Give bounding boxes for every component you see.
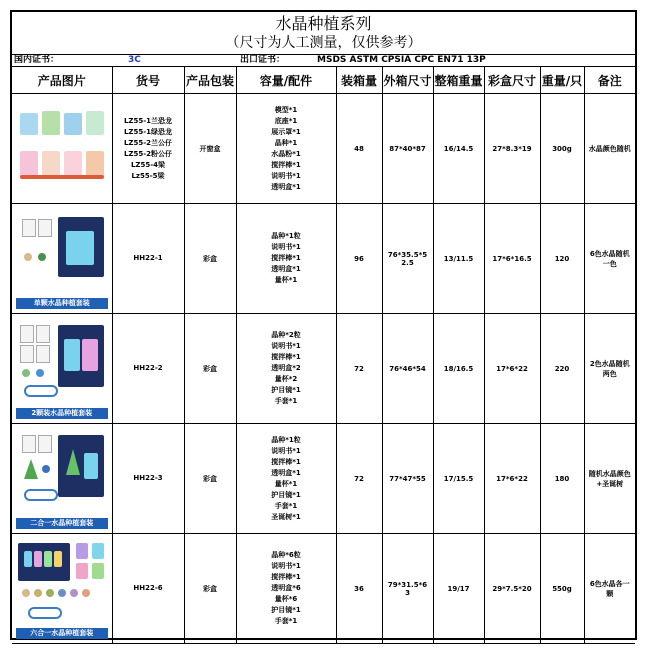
content-item: 底座*1 xyxy=(274,116,298,125)
content-item: 搅拌棒*1 xyxy=(271,254,301,262)
contents-cell xyxy=(236,94,336,204)
content-item: 展示罩*1 xyxy=(271,127,301,136)
packaging-cell: 开窗盒 xyxy=(184,94,236,204)
gross-weight-cell: 17/15.5 xyxy=(433,424,484,534)
contents-cell xyxy=(236,314,336,424)
content-item: 护目镜*1 xyxy=(271,606,301,614)
content-item: 搅拌棒*1 xyxy=(271,353,301,361)
content-item: 手套*1 xyxy=(274,617,298,625)
product-image xyxy=(14,209,110,309)
table-row xyxy=(12,534,635,644)
gross-weight-cell: 16/14.5 xyxy=(433,94,484,204)
unit-weight-cell: 120 xyxy=(540,204,584,314)
product-image-cell xyxy=(12,424,112,534)
content-item: 说明书*1 xyxy=(271,243,301,251)
unit-weight-cell: 550g xyxy=(540,534,584,644)
col-header: 彩盒尺寸 xyxy=(484,67,540,94)
domestic-cert-value: 3C xyxy=(128,55,141,65)
item-no: Lz55-5梁 xyxy=(131,171,165,180)
col-header: 产品包装 xyxy=(184,67,236,94)
packaging-cell: 彩盒 xyxy=(184,204,236,314)
gross-weight-cell: 18/16.5 xyxy=(433,314,484,424)
product-image xyxy=(14,539,110,639)
product-image xyxy=(14,99,110,199)
item-no: HH22-2 xyxy=(133,364,163,372)
qty-cell: 72 xyxy=(336,424,382,534)
unit-weight-cell: 300g xyxy=(540,94,584,204)
remark-cell: 2色水晶随机两色 xyxy=(584,314,635,424)
content-item: 透明盒*1 xyxy=(271,265,301,273)
table-header-row xyxy=(12,67,635,94)
product-image-cell xyxy=(12,314,112,424)
item-no-cell xyxy=(112,534,184,644)
content-item: 手套*1 xyxy=(274,501,298,510)
content-item: 搅拌棒*1 xyxy=(271,457,301,466)
image-caption: 二合一水晶种植套装 xyxy=(16,518,108,529)
content-item: 水晶粉*1 xyxy=(271,149,301,158)
box-size-cell: 27*8.3*19 xyxy=(484,94,540,204)
content-item: 说明书*1 xyxy=(271,562,301,570)
image-caption: 单颗水晶种植套装 xyxy=(16,298,108,309)
content-item: 晶种*1粒 xyxy=(271,232,301,240)
qty-cell: 36 xyxy=(336,534,382,644)
remark-cell: 6色水晶各一颗 xyxy=(584,534,635,644)
col-header: 外箱尺寸 xyxy=(382,67,433,94)
content-item: 透明盒*2 xyxy=(271,364,301,372)
item-no-cell xyxy=(112,314,184,424)
content-item: 量杯*1 xyxy=(274,276,298,284)
image-caption: 六合一水晶种植套装 xyxy=(16,628,108,639)
product-image-cell xyxy=(12,204,112,314)
content-item: 晶种*1 xyxy=(274,138,298,147)
box-size-cell: 17*6*22 xyxy=(484,314,540,424)
product-image xyxy=(14,319,110,419)
item-no: LZ55-2粉公仔 xyxy=(123,149,173,158)
qty-cell: 96 xyxy=(336,204,382,314)
box-size-cell: 17*6*22 xyxy=(484,424,540,534)
content-item: 护目镜*1 xyxy=(271,386,301,394)
carton-size-cell: 79*31.5*63 xyxy=(382,534,433,644)
content-item: 圣诞树*1 xyxy=(271,512,301,521)
carton-size-cell: 76*35.5*52.5 xyxy=(382,204,433,314)
contents-cell xyxy=(236,424,336,534)
sheet-title-block xyxy=(12,12,635,55)
unit-weight-cell: 220 xyxy=(540,314,584,424)
gross-weight-cell: 19/17 xyxy=(433,534,484,644)
col-header: 整箱重量 xyxy=(433,67,484,94)
product-table xyxy=(12,67,635,644)
item-no: LZ55-4梁 xyxy=(130,160,166,169)
contents-cell xyxy=(236,204,336,314)
item-no: LZ55-1兰恐龙 xyxy=(123,116,173,125)
col-header: 货号 xyxy=(112,67,184,94)
cert-row xyxy=(12,54,635,67)
item-no: LZ55-2兰公仔 xyxy=(123,138,173,147)
item-no: HH22-3 xyxy=(133,474,163,482)
sheet-subtitle: （尺寸为人工测量，仅供参考） xyxy=(225,35,422,51)
content-item: 透明盒*1 xyxy=(271,468,301,477)
product-image-cell xyxy=(12,94,112,204)
content-item: 透明盒*6 xyxy=(271,584,301,592)
unit-weight-cell: 180 xyxy=(540,424,584,534)
content-item: 晶种*2粒 xyxy=(271,331,301,339)
col-header: 备注 xyxy=(584,67,635,94)
export-cert-values: MSDS ASTM CPSIA CPC EN71 13P xyxy=(317,55,486,65)
table-row xyxy=(12,424,635,534)
remark-cell: 水晶颜色随机 xyxy=(584,94,635,204)
export-cert-label: 出口证书： xyxy=(240,55,286,65)
packaging-cell: 彩盒 xyxy=(184,424,236,534)
content-item: 模型*1 xyxy=(274,105,298,114)
product-image xyxy=(14,429,110,529)
box-size-cell: 17*6*16.5 xyxy=(484,204,540,314)
carton-size-cell: 77*47*55 xyxy=(382,424,433,534)
col-header: 装箱量 xyxy=(336,67,382,94)
box-size-cell: 29*7.5*20 xyxy=(484,534,540,644)
col-header: 容量/配件 xyxy=(236,67,336,94)
item-no: LZ55-1绿恐龙 xyxy=(123,127,173,136)
content-item: 量杯*2 xyxy=(274,375,298,383)
packaging-cell: 彩盒 xyxy=(184,314,236,424)
item-no: HH22-6 xyxy=(133,584,163,592)
content-item: 透明盒*1 xyxy=(271,182,301,191)
qty-cell: 72 xyxy=(336,314,382,424)
content-item: 搅拌棒*1 xyxy=(271,573,301,581)
table-row xyxy=(12,204,635,314)
packaging-cell: 彩盒 xyxy=(184,534,236,644)
product-sheet xyxy=(10,10,637,640)
remark-cell: 6色水晶随机一色 xyxy=(584,204,635,314)
gross-weight-cell: 13/11.5 xyxy=(433,204,484,314)
content-item: 晶种*6粒 xyxy=(271,551,301,559)
content-item: 说明书*1 xyxy=(271,342,301,350)
col-header: 产品图片 xyxy=(12,67,112,94)
content-item: 搅拌棒*1 xyxy=(271,160,301,169)
qty-cell: 48 xyxy=(336,94,382,204)
table-row xyxy=(12,94,635,204)
remark-cell: 随机水晶颜色+圣诞树 xyxy=(584,424,635,534)
col-header: 重量/只 xyxy=(540,67,584,94)
item-no-cell xyxy=(112,424,184,534)
item-no-cell xyxy=(112,94,184,204)
content-item: 说明书*1 xyxy=(271,446,301,455)
item-no: HH22-1 xyxy=(133,254,163,262)
content-item: 护目镜*1 xyxy=(271,490,301,499)
carton-size-cell: 87*40*87 xyxy=(382,94,433,204)
domestic-cert-label: 国内证书： xyxy=(14,55,60,65)
table-row xyxy=(12,314,635,424)
content-item: 说明书*1 xyxy=(271,171,301,180)
item-no-cell xyxy=(112,204,184,314)
content-item: 量杯*6 xyxy=(274,595,298,603)
content-item: 手套*1 xyxy=(274,397,298,405)
contents-cell xyxy=(236,534,336,644)
sheet-title: 水晶种植系列 xyxy=(275,14,372,33)
carton-size-cell: 76*46*54 xyxy=(382,314,433,424)
image-caption: 2颗装水晶种植套装 xyxy=(16,408,108,419)
content-item: 晶种*1粒 xyxy=(271,435,301,444)
product-image-cell xyxy=(12,534,112,644)
content-item: 量杯*1 xyxy=(274,479,298,488)
